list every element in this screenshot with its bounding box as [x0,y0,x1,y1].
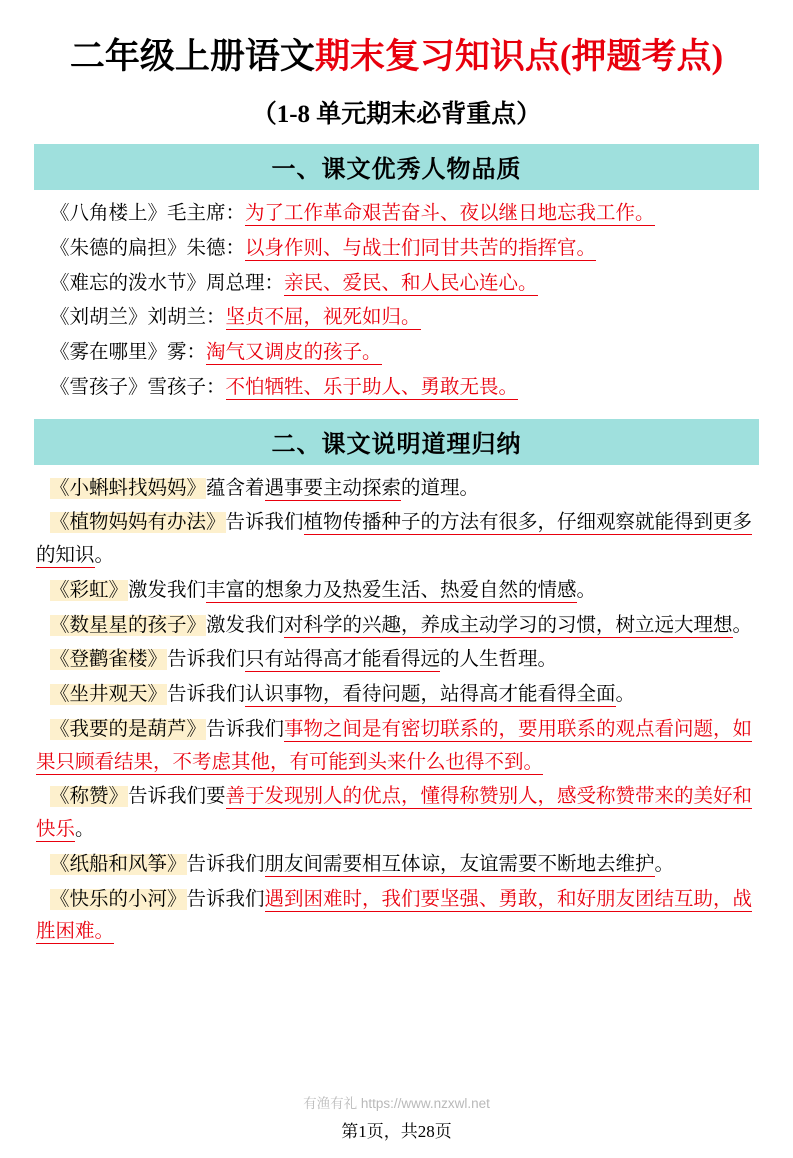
page-title-black: 二年级上册语文 [69,37,315,76]
entry-mid: 告诉我们 [186,853,265,875]
entry-answer: 以身作则、与战士们同甘共苦的指挥官。 [245,237,597,259]
list-item [36,849,757,882]
entry-tail: 。 [75,819,95,840]
entry-prefix: 《雪孩子》雪孩子： [50,376,226,398]
entry-book: 《纸船和风筝》 [50,853,187,875]
entry-underline: 善于发现别人的优点，懂得称赞别人，感受称赞带来的美好和快乐 [36,786,753,840]
entry-tail: 的人生哲理。 [440,649,558,671]
entry-book: 《彩虹》 [50,579,129,601]
page-title-red: 期末复习知识点(押题考点) [314,37,724,76]
entry-underline: 遇事要主动探索 [264,477,402,499]
document-page [0,36,793,1158]
entry-mid: 告诉我们 [186,888,265,910]
page-number: 第1页，共28页 [341,1122,452,1141]
entry-book: 《坐井观天》 [50,684,168,705]
entry-book: 《植物妈妈有办法》 [50,512,226,534]
entry-underline: 对科学的兴趣，养成主动学习的习惯，树立远大理想 [284,614,733,636]
list-item [36,268,757,301]
list-item [36,714,757,780]
entry-answer: 淘气又调皮的孩子。 [206,342,382,363]
entry-book: 《数星星的孩子》 [50,614,207,636]
entry-mid: 蕴含着 [206,477,265,499]
list-item [36,473,757,506]
entry-tail: 。 [654,853,675,875]
entry-prefix: 《难忘的泼水节》周总理： [50,272,285,294]
list-item [36,198,757,231]
page-title [0,36,793,78]
entry-underline: 植物传播种子的方法有很多，仔细观察就能得到更多的知识 [36,512,753,566]
entry-underline: 认识事物，看待问题，站得高才能看得全面 [245,684,616,705]
section-heading-2: 二、课文说明道理归纳 [34,419,759,465]
entry-underline: 遇到困难时，我们要坚强、勇敢，和好朋友团结互助，战胜困难。 [36,888,753,943]
list-item [36,337,757,370]
entry-answer: 亲民、爱民、和人民心连心。 [284,272,538,294]
section-body-1 [36,198,757,405]
list-item [36,575,757,608]
list-item [36,781,757,847]
entry-tail: 。 [732,614,753,636]
list-item [36,372,757,405]
entry-book: 《小蝌蚪找妈妈》 [50,477,207,499]
entry-mid: 激发我们 [128,579,207,601]
entry-underline: 只有站得高才能看得远 [245,649,441,671]
list-item [36,679,757,712]
entry-book: 《快乐的小河》 [50,888,187,910]
section-body-2 [36,473,757,950]
entry-underline: 朋友间需要相互体谅，友谊需要不断地去维护 [264,853,655,875]
entry-underline: 丰富的想象力及热爱生活、热爱自然的情感 [206,579,577,601]
entry-tail: 。 [576,579,597,601]
entry-mid: 激发我们 [206,614,285,636]
entry-mid: 告诉我们 [167,649,246,671]
list-item [36,507,757,573]
list-item [36,884,757,950]
entry-book: 《我要的是葫芦》 [50,718,207,740]
entry-book: 《称赞》 [50,786,129,808]
entry-answer: 坚贞不屈，视死如归。 [225,307,421,329]
watermark: 有渔有礼 https://www.nzxwl.net [303,1096,490,1111]
entry-tail: 的道理。 [401,477,480,499]
list-item [36,644,757,677]
entry-tail: 。 [615,684,636,705]
list-item [36,302,757,335]
entry-mid: 告诉我们 [225,512,304,534]
entry-book: 《登鹳雀楼》 [50,649,168,671]
entry-prefix: 《八角楼上》毛主席： [50,203,246,224]
entry-answer: 不怕牺牲、乐于助人、勇敢无畏。 [225,376,519,398]
list-item [36,610,757,643]
entry-mid: 告诉我们 [167,684,246,705]
entry-prefix: 《朱德的扁担》朱德： [50,237,246,259]
entry-mid: 告诉我们要 [128,786,226,808]
entry-underline: 事物之间是有密切联系的，要用联系的观点看问题，如果只顾看结果，不考虑其他，有可能到头来什么也得不到。 [36,718,753,773]
entry-prefix: 《刘胡兰》刘胡兰： [50,307,226,329]
page-subtitle: （1-8 单元期末必背重点） [251,101,542,128]
list-item [36,233,757,266]
entry-answer: 为了工作革命艰苦奋斗、夜以继日地忘我工作。 [245,203,655,224]
entry-mid: 告诉我们 [206,718,285,740]
section-heading-1: 一、课文优秀人物品质 [34,144,759,190]
entry-prefix: 《雾在哪里》雾： [50,342,207,363]
entry-tail: 。 [94,545,115,566]
